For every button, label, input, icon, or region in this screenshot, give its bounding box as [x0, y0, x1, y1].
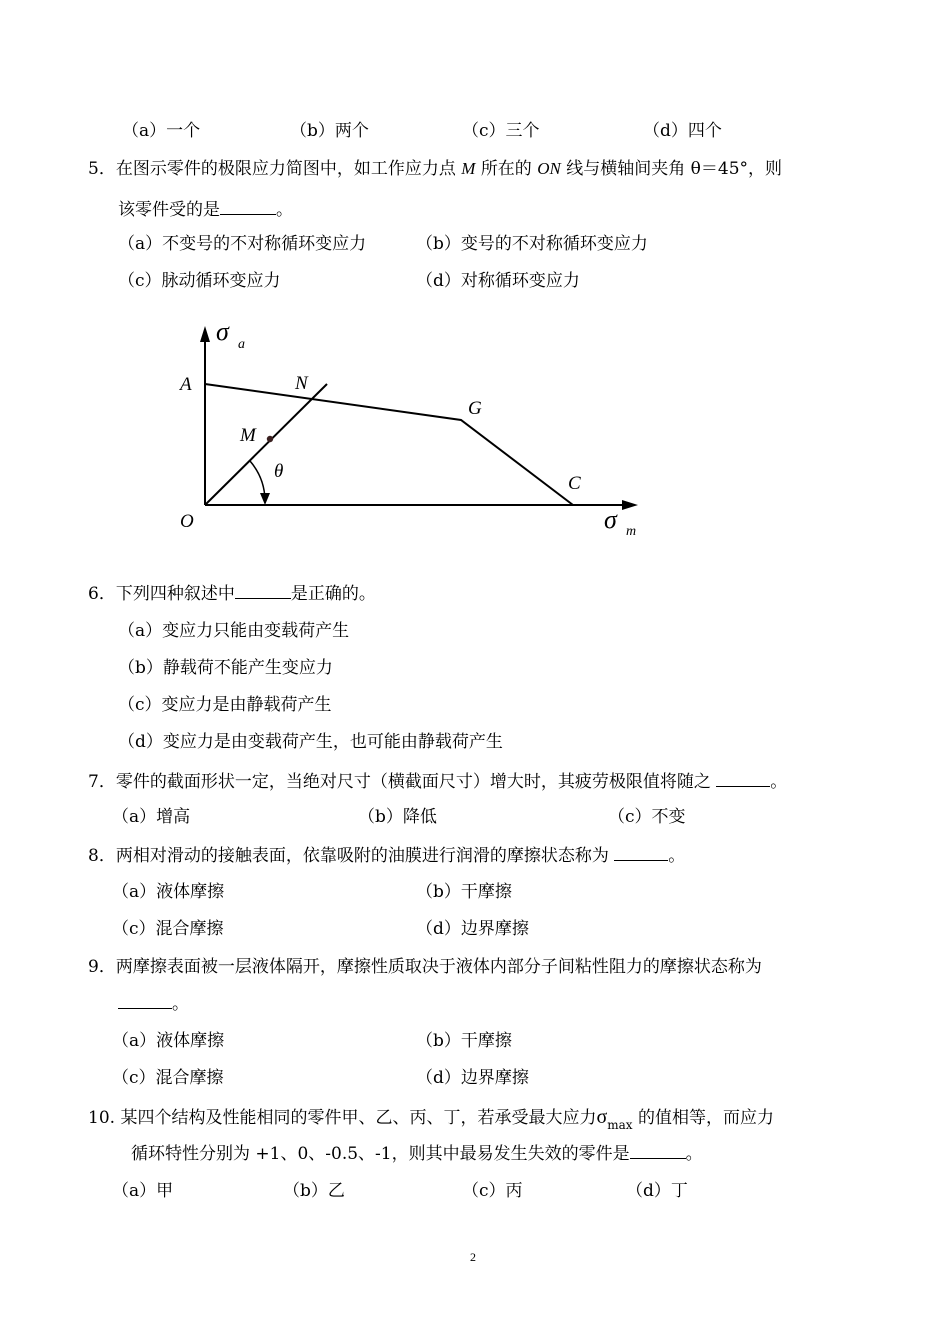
q9-option-a: （a）液体摩擦: [112, 1031, 225, 1051]
q5-option-b: （b）变号的不对称循环变应力: [416, 234, 648, 254]
q10-stem-line1: [88, 1106, 774, 1136]
q8-option-d: （d）边界摩擦: [416, 919, 529, 939]
q6-option-a: （a）变应力只能由变载荷产生: [118, 621, 350, 641]
q5-on: ON: [537, 159, 561, 178]
q8-number: 8．: [88, 846, 116, 866]
q7-number: 7．: [88, 772, 116, 792]
q4-option-d: （d）四个: [643, 121, 722, 141]
q5-text-end: 。: [276, 200, 293, 220]
q6-option-b: （b）静载荷不能产生变应力: [118, 658, 333, 678]
q9-stem-line1: [88, 956, 762, 978]
theta-arc-arrow: [260, 493, 270, 505]
label-a: A: [180, 374, 192, 395]
q7-text-1: 零件的截面形状一定，当绝对尺寸（横截面尺寸）增大时，其疲劳极限值将随之: [115, 772, 711, 792]
q9-option-d: （d）边界摩擦: [416, 1068, 529, 1088]
axis-y-sub: a: [238, 337, 245, 352]
q5-text-1: 在图示零件的极限应力简图中，如工作应力点: [115, 159, 456, 179]
q5-text-3: 线与横轴间夹角 θ＝45°，则: [566, 159, 783, 179]
limit-stress-diagram: [0, 0, 950, 560]
q6-stem: [88, 582, 376, 605]
q10-text-2: 的值相等，而应力: [637, 1108, 774, 1128]
q8-option-a: （a）液体摩擦: [112, 882, 225, 902]
q5-m: M: [461, 159, 476, 178]
q10-option-a: （a）甲: [112, 1181, 174, 1201]
q10-text-1: 某四个结构及性能相同的零件甲、乙、丙、丁，若承受最大应力: [120, 1108, 597, 1128]
q9-text-1: 两摩擦表面被一层液体隔开，摩擦性质取决于液体内部分子间粘性阻力的摩擦状态称为: [115, 957, 762, 977]
q10-text-3: 循环特性分别为 +1、0、-0.5、-1，则其中最易发生失效的零件是: [131, 1144, 630, 1164]
label-o: O: [180, 511, 194, 532]
q10-option-c: （c）丙: [462, 1181, 523, 1201]
q10-sigma-sub: max: [607, 1118, 633, 1132]
q8-stem: [88, 844, 685, 867]
q7-stem: [88, 770, 787, 793]
axis-y-sigma: σ: [216, 317, 229, 346]
axis-x-sigma: σ: [604, 505, 617, 534]
q10-option-b: （b）乙: [283, 1181, 345, 1201]
q6-number: 6．: [88, 584, 116, 604]
q9-stem-line2: [118, 992, 189, 1015]
q6-option-c: （c）变应力是由静载荷产生: [118, 695, 332, 715]
q4-option-a: （a）一个: [122, 121, 201, 141]
q9-text-end: 。: [172, 994, 189, 1014]
answer-blank[interactable]: [118, 992, 172, 1009]
q7-text-end: 。: [770, 772, 788, 792]
q5-option-a: （a）不变号的不对称循环变应力: [118, 234, 367, 254]
q5-number: 5．: [88, 159, 116, 179]
q10-sigma: σ: [596, 1106, 608, 1128]
q5-option-d: （d）对称循环变应力: [416, 271, 580, 291]
q7-option-a: （a）增高: [112, 807, 191, 827]
q5-option-c: （c）脉动循环变应力: [118, 271, 281, 291]
q9-option-b: （b）干摩擦: [416, 1031, 512, 1051]
q8-text-1: 两相对滑动的接触表面，依靠吸附的油膜进行润滑的摩擦状态称为: [115, 846, 609, 866]
label-g: G: [468, 398, 482, 419]
limit-stress-line: [205, 384, 573, 505]
point-m: [267, 436, 273, 442]
on-line: [205, 384, 327, 505]
q10-option-d: （d）丁: [626, 1181, 688, 1201]
q9-option-c: （c）混合摩擦: [112, 1068, 224, 1088]
q8-option-c: （c）混合摩擦: [112, 919, 224, 939]
q6-text-2: 是正确的。: [290, 584, 376, 604]
label-c: C: [568, 473, 581, 494]
y-axis-arrow: [200, 326, 210, 342]
answer-blank[interactable]: [716, 770, 770, 787]
q9-number: 9．: [88, 957, 116, 977]
q6-option-d: （d）变应力是由变载荷产生，也可能由静载荷产生: [118, 732, 503, 752]
q6-text-1: 下列四种叙述中: [115, 584, 235, 604]
q7-option-c: （c）不变: [608, 807, 686, 827]
axis-x-sub: m: [626, 524, 637, 539]
q4-option-c: （c）三个: [462, 121, 540, 141]
page-number: 2: [470, 1250, 476, 1264]
label-n: N: [295, 373, 308, 394]
label-theta: θ: [274, 461, 284, 482]
q8-option-b: （b）干摩擦: [416, 882, 512, 902]
answer-blank[interactable]: [235, 582, 291, 599]
q10-text-end: 。: [685, 1144, 703, 1164]
q7-option-b: （b）降低: [358, 807, 437, 827]
q5-text-2: 所在的: [480, 159, 532, 179]
q8-text-end: 。: [668, 846, 686, 866]
q4-option-b: （b）两个: [290, 121, 369, 141]
answer-blank[interactable]: [614, 844, 668, 861]
q10-number: 10.: [88, 1108, 116, 1128]
q10-stem-line2: [131, 1142, 703, 1165]
x-axis-arrow: [622, 500, 638, 510]
answer-blank[interactable]: [630, 1142, 686, 1159]
q5-text-4: 该零件受的是: [118, 200, 220, 220]
label-m: M: [240, 425, 256, 446]
